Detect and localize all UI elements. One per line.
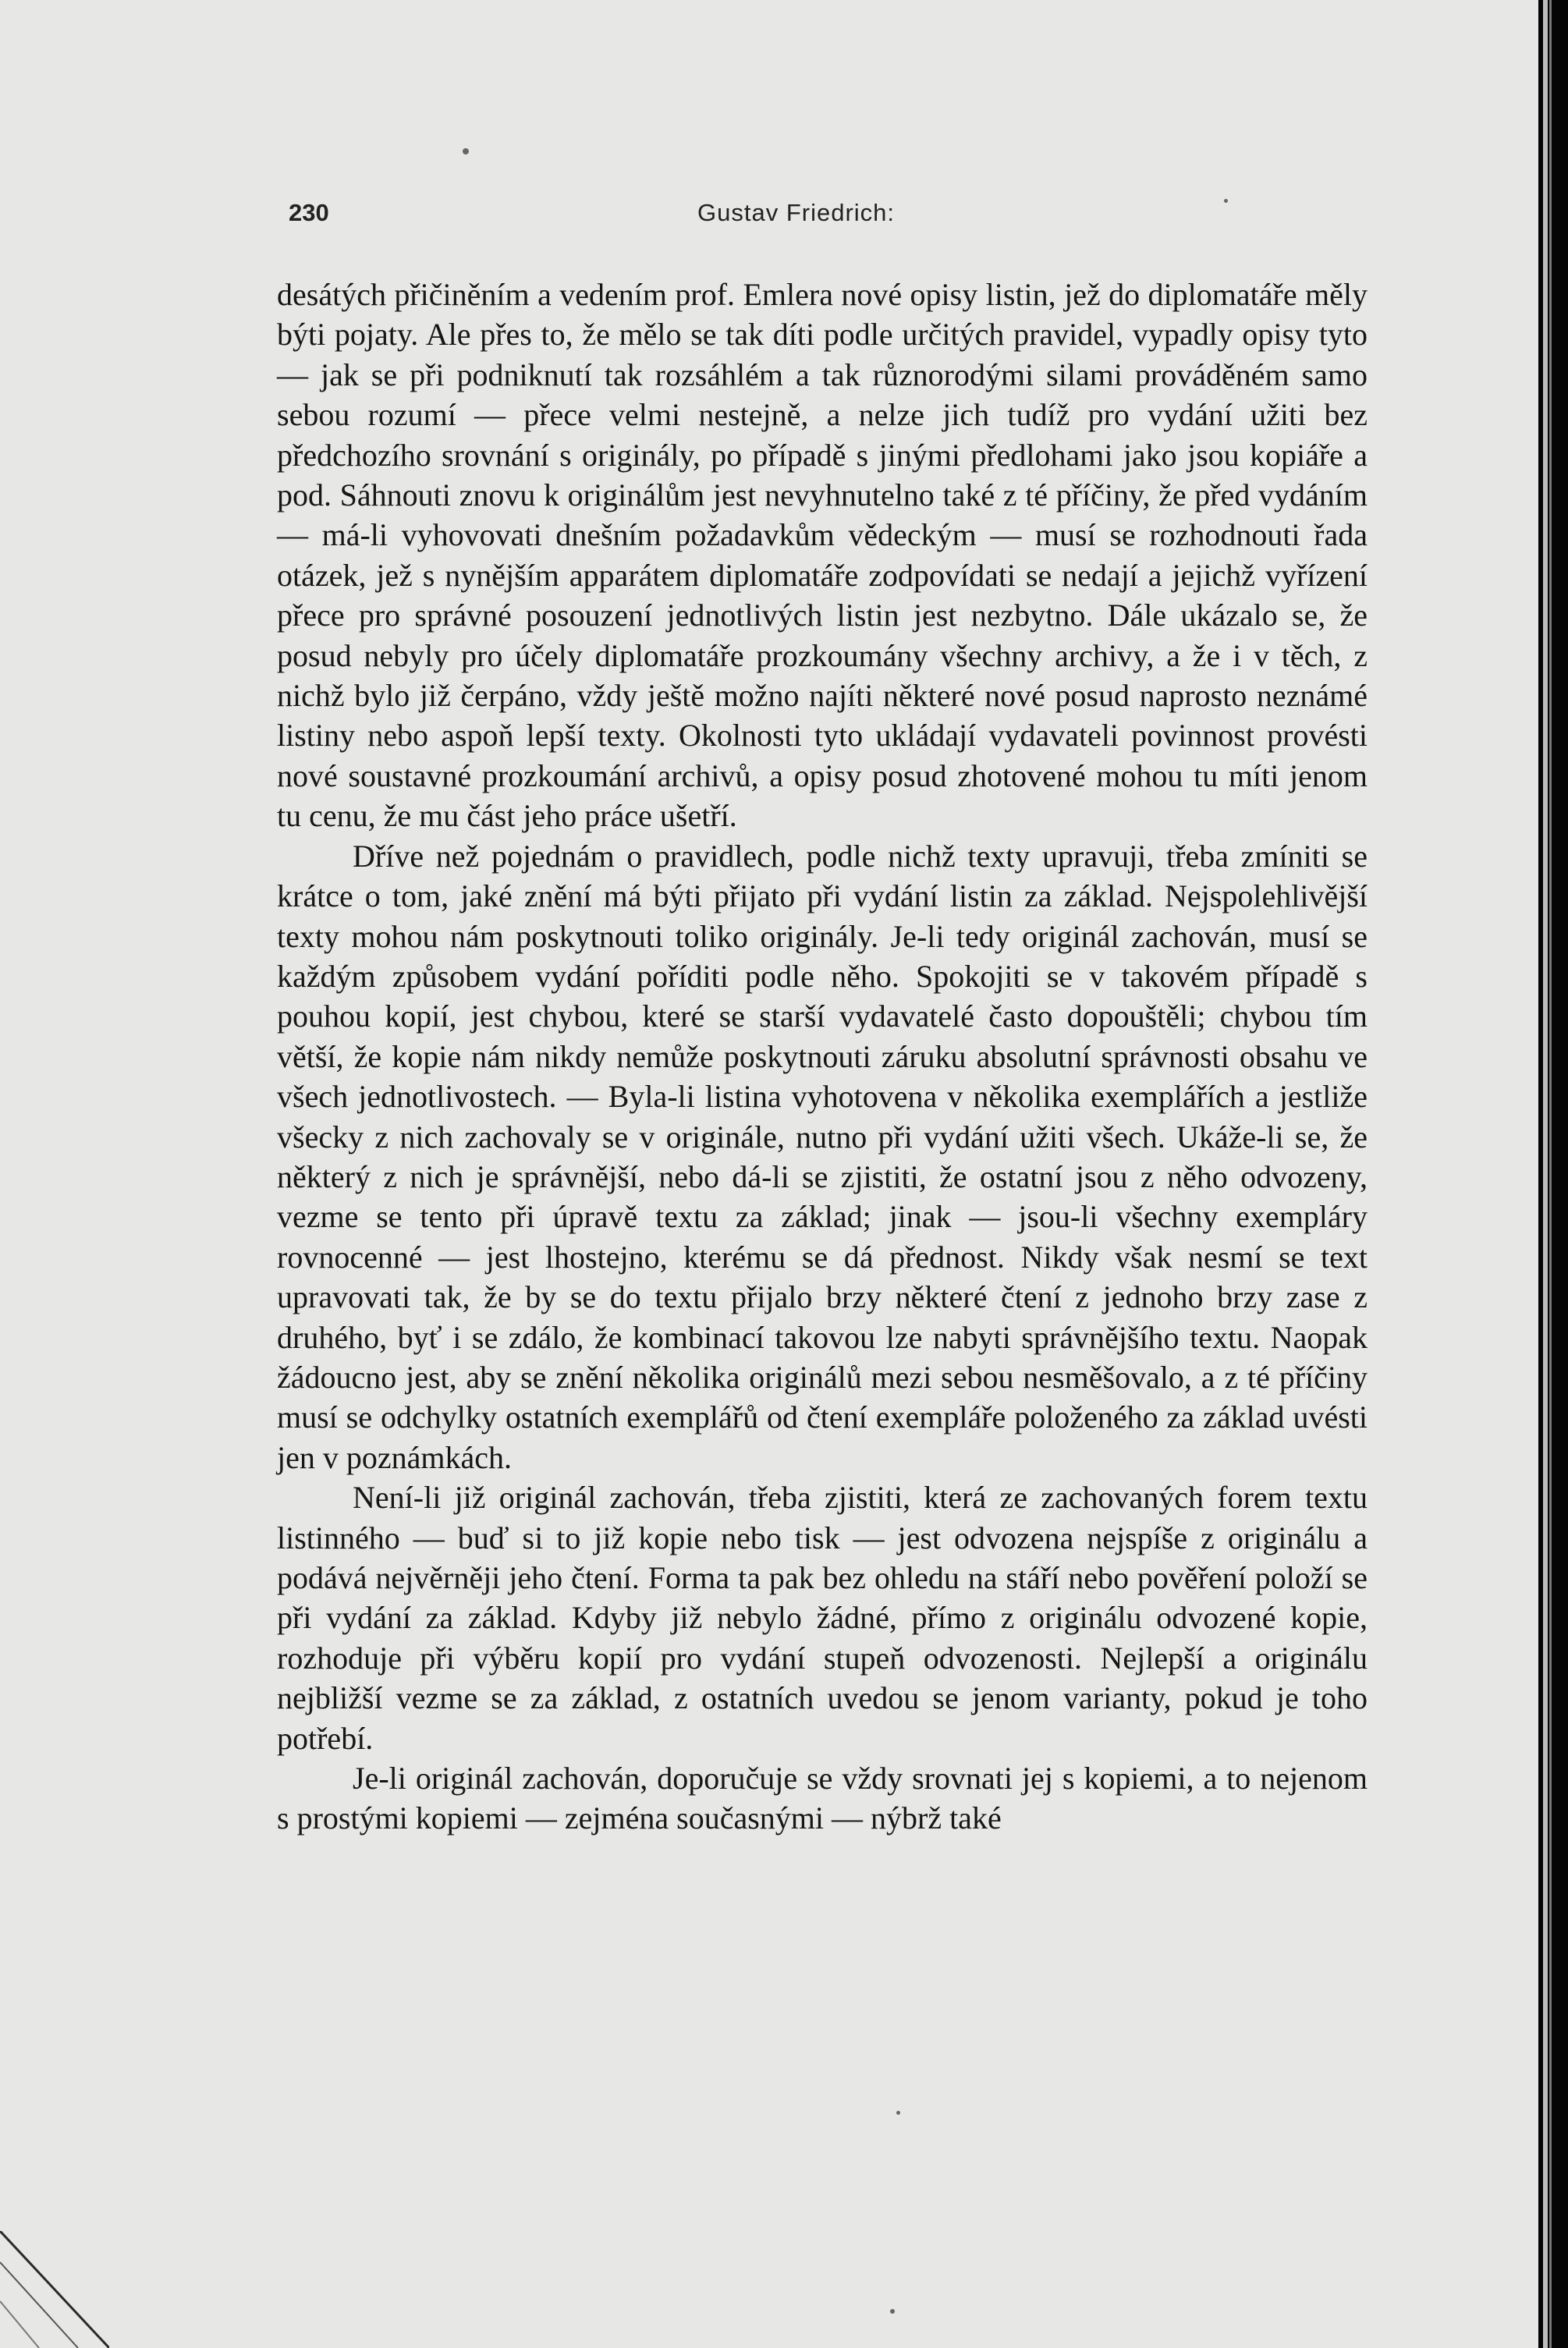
page-right-edge bbox=[1538, 0, 1568, 2348]
scan-speck bbox=[890, 2309, 895, 2314]
edge-strip bbox=[1549, 0, 1552, 2348]
page-corner-crease bbox=[0, 2231, 109, 2348]
paragraph-3: Není-li již originál zachován, třeba zjistiti, která ze zachovaných forem textu listinného — buď si to již kopie nebo tisk — jest odvozena nejspíše z originálu a podává nejvěrněji jeho čtení. Forma ta pak bez ohledu na stáří nebo pověření položí se při vydání za základ. Kdyby již nebylo žádné, přímo z originálu odvozené kopie, rozhoduje při výběru kopií pro vydání stupeň odvozenosti. Nejlepší a originálu nejbližší vezme se za základ, z ostatních uvedou se jenom varianty, pokud je toho potřebí. bbox=[277, 1480, 1368, 1756]
page-number: 230 bbox=[289, 199, 329, 226]
body-text bbox=[277, 275, 1368, 1839]
page-header bbox=[289, 199, 1373, 238]
running-head: Gustav Friedrich: bbox=[697, 199, 896, 226]
paragraph-1: desátých přičiněním a vedením prof. Emlera nové opisy listin, jež do diplomatáře měly býti pojaty. Ale přes to, že mělo se tak díti podle určitých pravidel, vypadly opisy tyto — jak se při podniknutí tak rozsáhlém a tak různorodými silami prováděném samo sebou rozumí — přece velmi nestejně, a nelze jich tudíž pro vydání užiti bez předchozího srovnání s originály, po případě s jinými předlohami jako jsou kopiáře a pod. Sáhnouti znovu k originálům jest nevyhnutelno také z té příčiny, že před vydáním — má-li vyhovovati dnešním požadavkům vědeckým — musí se rozhodnouti řada otázek, jež s nynějším apparátem diplomatáře zodpovídati se nedají a jejichž vyřízení přece pro správné posouzení jednotlivých listin jest nezbytno. Dále ukázalo se, že posud nebyly pro účely diplomatáře prozkoumány všechny archivy, a že i v těch, z nichž bylo již čerpáno, vždy ještě možno najíti některé nové posud naprosto neznámé listiny nebo aspoň lepší texty. Okolnosti tyto ukládají vydavateli povinnost provésti nové soustavné prozkoumání archivů, a opisy posud zhotovené mohou tu míti jenom tu cenu, že mu část jeho práce ušetří. bbox=[277, 277, 1368, 834]
paragraph-2: Dříve než pojednám o pravidlech, podle nichž texty upravuji, třeba zmíniti se krátce o tom, jaké znění má býti přijato při vydání listin za základ. Nejspolehlivější texty mohou nám poskytnouti toliko originály. Je-li tedy originál zachován, musí se každým způsobem vydání poříditi podle něho. Spokojiti se v takovém případě s pouhou kopií, jest chybou, které se starší vydavatelé často dopouštěli; chybou tím větší, že kopie nám nikdy nemůže poskytnouti záruku absolutní správnosti obsahu ve všech jednotlivostech. — Byla-li listina vyhotovena v několika exemplářích a jestliže všecky z nich zachovaly se v originále, nutno při vydání užiti všech. Ukáže-li se, že některý z nich je správnější, nebo dá-li se zjistiti, že ostatní jsou z něho odvozeny, vezme se tento při úpravě textu za základ; jinak — jsou-li všechny exempláry rovnocenné — jest lhostejno, kterému se dá přednost. Nikdy však nesmí se text upravovati tak, že by se do textu přijalo brzy některé čtení z jednoho brzy zase z druhého, byť i se zdálo, že kombinací takovou lze nabyti správnějšího textu. Naopak žádoucno jest, aby se znění několika originálů mezi sebou nesměšovalo, a z té příčiny musí se odchylky ostatních exemplářů od čtení exempláře položeného za základ uvésti jen v poznámkách. bbox=[277, 838, 1368, 1475]
scan-speck bbox=[463, 148, 469, 154]
edge-strip bbox=[1543, 0, 1548, 2348]
scan-speck bbox=[1224, 199, 1228, 203]
paragraph-4: Je-li originál zachován, doporučuje se vždy srovnati jej s kopiemi, a to nejenom s prostými kopiemi — zejména současnými — nýbrž také bbox=[277, 1761, 1368, 1836]
scan-speck bbox=[896, 2111, 900, 2115]
